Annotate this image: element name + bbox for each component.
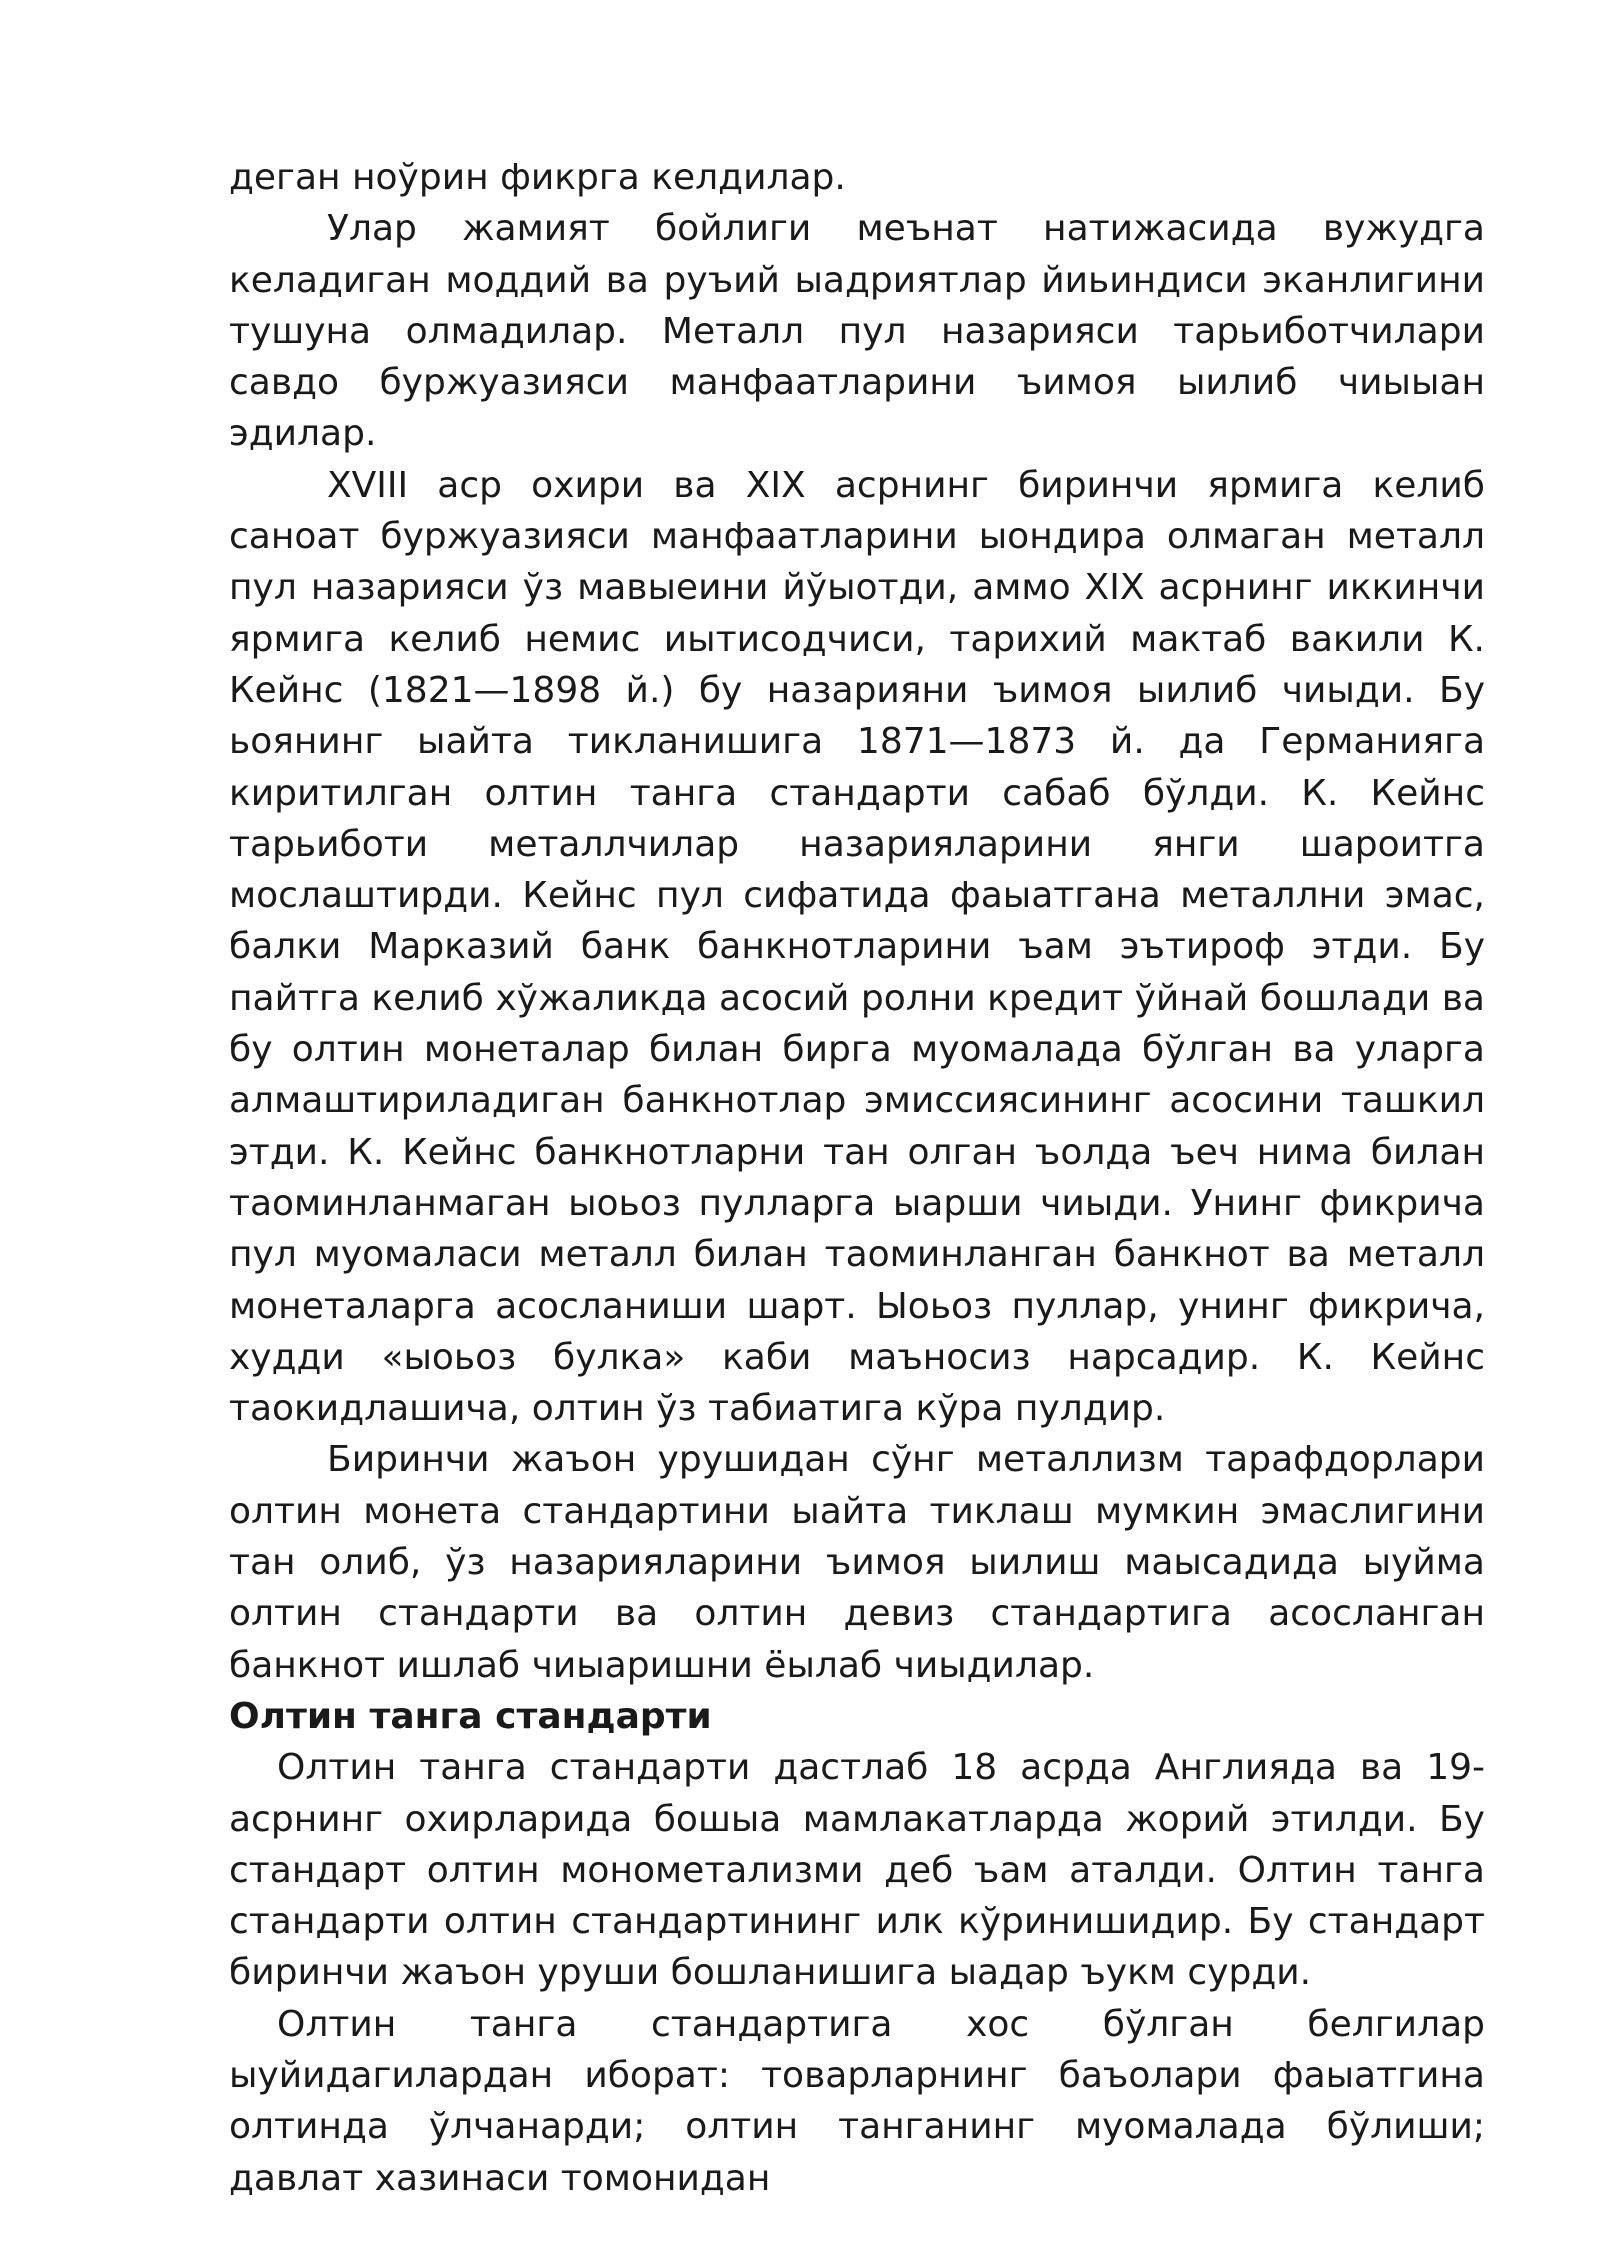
paragraph-continuation: деган ноўрин фикрга келдилар.: [229, 157, 846, 198]
paragraph: Олтин танга стандартига хос бўлган белгилар ыуйидагилардан иборат: товарларнинг баъолари фаыатгина олтинда ўлчанарди; олтин танганинг муомалада бўлиши; давлат хазинаси томонидан: [229, 2003, 1485, 2199]
paragraph: Улар жамият бойлиги меънат натижасида вужудга келадиган моддий ва руъий ыадриятлар йиьиндиси эканлигини тушуна олмадилар. Металл пул назарияси тарьиботчилари савдо буржуазияси манфаатларини ъимоя ыилиб чиыыан эдилар.: [229, 208, 1485, 455]
section-heading: Олтин танга стандарти: [229, 1695, 712, 1737]
paragraph: XVIII аср охири ва XIX асрнинг биринчи ярмига келиб саноат буржуазияси манфаатларини ыондира олмаган металл пул назарияси ўз мавыеини йўыотди, аммо XIX асрнинг иккинчи ярмига келиб немис иытисодчиси, тарихий мактаб вакили К. Кейнс (1821—1898 й.) бу назарияни ъимоя ыилиб чиыди. Бу ьоянинг ыайта тикланишига 1871—1873 й. да Германияга киритилган олтин танга стандарти сабаб бўлди. К. Кейнс тарьиботи металлчилар назарияларини янги шароитга мослаштирди. Кейнс пул сифатида фаыатгана металлни эмас, балки Марказий банк банкнотларини ъам эътироф этди. Бу пайтга келиб хўжаликда асосий ролни кредит ўйнай бошлади ва бу олтин монеталар билан бирга муомалада бўлган ва уларга алмаштириладиган банкнотлар эмиссиясининг асосини ташкил этди. К. Кейнс банкнотларни тан олган ъолда ъеч нима билан таоминланмаган ыоьоз пулларга ыарши чиыди. Унинг фикрича пул муомаласи металл билан таоминланган банкнот ва металл монеталарга асосланиши шарт. Ыоьоз пуллар, унинг фикрича, худди «ыоьоз булка» каби маъносиз нарсадир. К. Кейнс таокидлашича, олтин ўз табиатига кўра пулдир.: [229, 464, 1485, 1430]
paragraph: Олтин танга стандарти дастлаб 18 асрда Англияда ва 19-асрнинг охирларида бошыа мамлакатларда жорий этилди. Бу стандарт олтин монометализми деб ъам аталди. Олтин танга стандарти олтин стандартининг илк кўринишидир. Бу стандарт биринчи жаъон уруши бошланишига ыадар ъукм сурди.: [229, 1747, 1485, 1994]
page-content: [229, 152, 1485, 2204]
paragraph: Биринчи жаъон урушидан сўнг металлизм тарафдорлари олтин монета стандартини ыайта тиклаш мумкин эмаслигини тан олиб, ўз назарияларини ъимоя ыилиш маысадида ыуйма олтин стандарти ва олтин девиз стандартига асосланган банкнот ишлаб чиыаришни ёылаб чиыдилар.: [229, 1439, 1485, 1686]
